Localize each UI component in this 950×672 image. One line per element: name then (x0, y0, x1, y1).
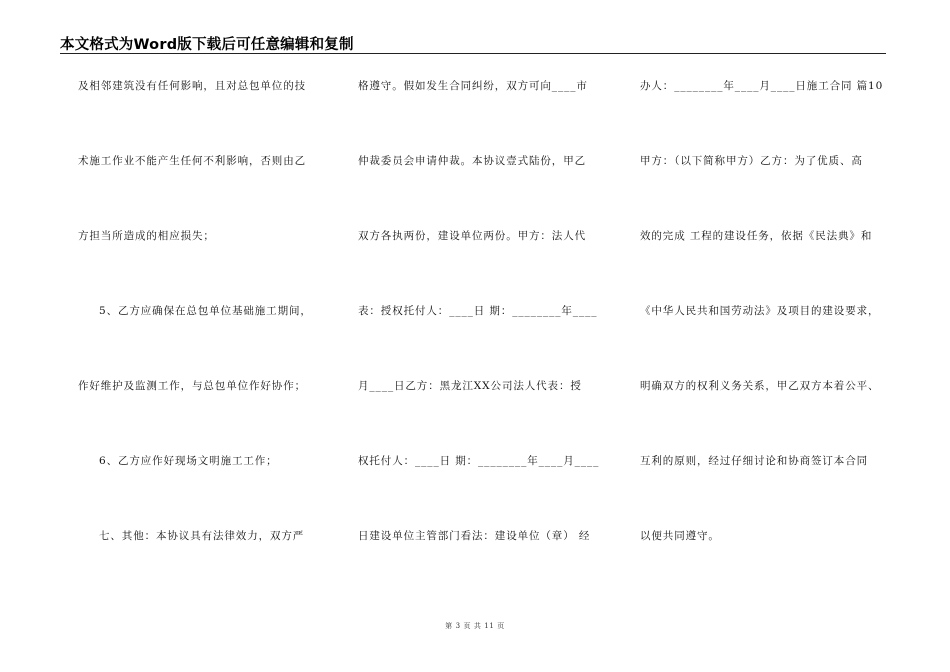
text-line: 术施工作业不能产生任何不利影响，否则由乙 (78, 155, 306, 167)
text-line: 双方各执两份，建设单位两份。甲方：法人代 (358, 230, 586, 242)
page-number-footer: 第 3 页 共 11 页 (445, 622, 505, 630)
text-line: 5、乙方应确保在总包单位基础施工期间， (99, 305, 312, 317)
text-line: 6、乙方应作好现场文明施工工作； (99, 455, 278, 467)
document-header-title: 本文格式为Word版下载后可任意编辑和复制 (60, 37, 354, 53)
text-line: 日建设单位主管部门看法：建设单位（章） 经 (358, 530, 591, 542)
text-line: 作好维护及监测工作，与总包单位作好协作； (78, 380, 306, 392)
text-line: 表：授权托付人：____日 期：________年____ (358, 305, 598, 317)
text-line: 月____日乙方：黑龙江XX公司法人代表：授 (358, 380, 582, 392)
text-line: 仲裁委员会申请仲裁。本协议壹式陆份，甲乙 (358, 155, 586, 167)
text-line: 及相邻建筑没有任何影响，且对总包单位的技 (78, 80, 306, 92)
text-line: 互利的原则，经过仔细讨论和协商签订本合同 (640, 455, 868, 467)
text-line: 效的完成 工程的建设任务，依据《民法典》和 (640, 230, 873, 242)
text-column-middle (358, 72, 608, 592)
text-column-right (640, 72, 890, 592)
text-line: 以便共同遵守。 (640, 530, 720, 542)
text-line: 权托付人：____日 期：________年____月____ (358, 455, 600, 467)
text-line: 方担当所造成的相应损失； (78, 230, 215, 242)
text-line: 甲方：（以下简称甲方）乙方：为了优质、高 (640, 155, 863, 167)
text-column-left (78, 72, 323, 592)
text-line: 《中华人民共和国劳动法》及项目的建设要求， (640, 305, 880, 317)
text-line: 七、其他：本协议具有法律效力，双方严 (99, 530, 305, 542)
header-divider (60, 53, 886, 54)
text-line: 明确双方的权利义务关系，甲乙双方本着公平、 (640, 380, 880, 392)
text-line: 办人：________年____月____日施工合同 篇10 (640, 80, 884, 92)
text-line: 格遵守。假如发生合同纠纷，双方可向____市 (358, 80, 588, 92)
